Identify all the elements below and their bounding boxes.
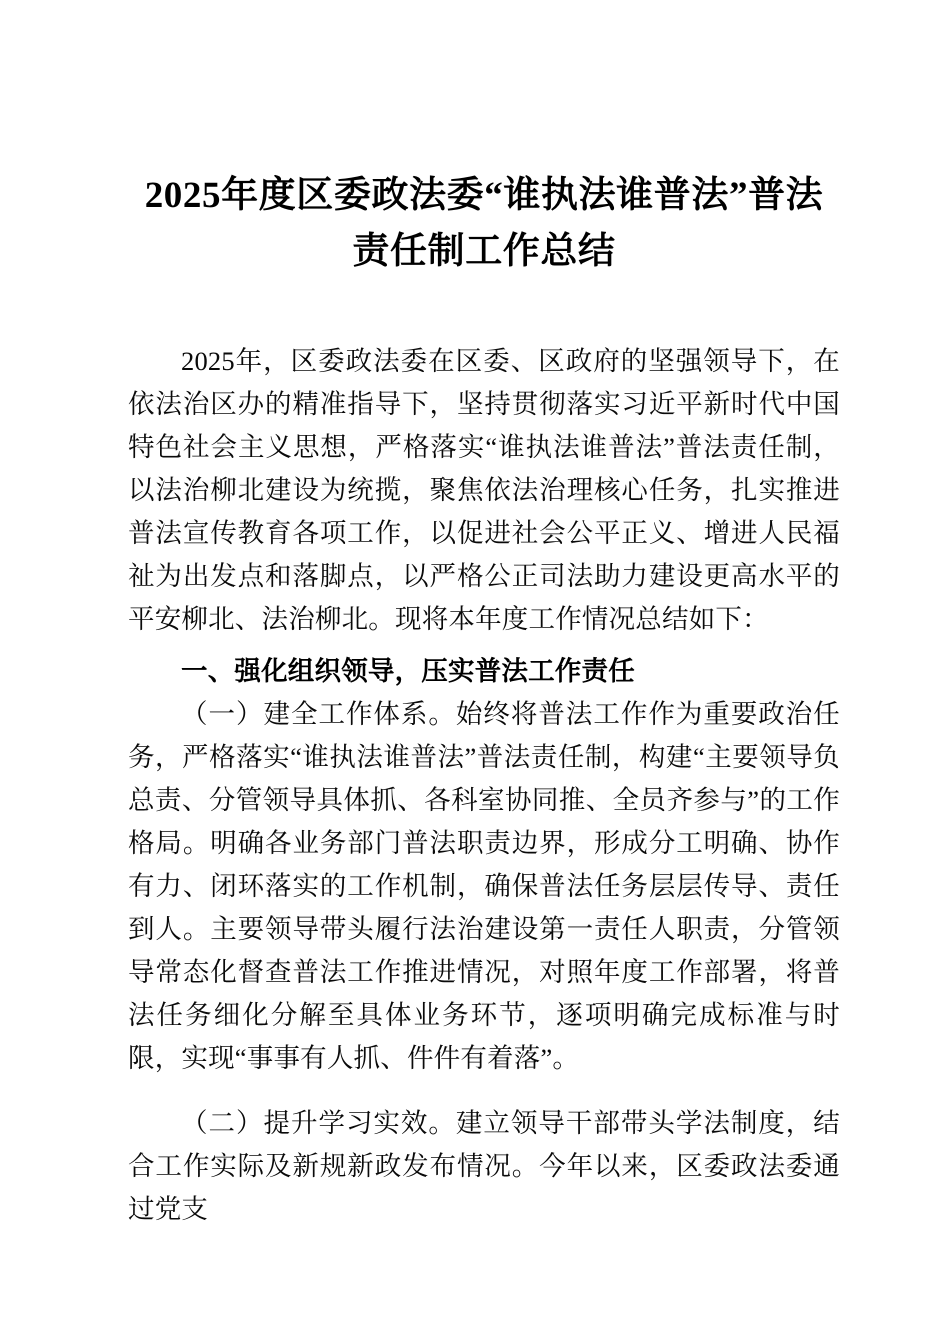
opening-paragraph: 2025年，区委政法委在区委、区政府的坚强领导下，在依法治区办的精准指导下，坚持贯彻落实习近平新时代中国特色社会主义思想，严格落实“谁执法谁普法”普法责任制，以法治柳北建设为统揽，聚焦依法治理核心任务，扎实推进普法宣传教育各项工作，以促进社会公平正义、增进人民福祉为出发点和落脚点，以严格公正司法助力建设更高水平的平安柳北、法治柳北。现将本年度工作情况总结如下： (128, 346, 840, 634)
section-1-item-2-paragraph: （二）提升学习实效。建立领导干部带头学法制度，结合工作实际及新规新政发布情况。今年以来，区委政法委通过党支 (128, 1108, 840, 1224)
document-body (128, 0, 840, 1231)
page-title (128, 0, 840, 280)
page-title-line-1: 2025年度区委政法委“谁执法谁普法”普法 (144, 175, 824, 216)
page-title-line-2: 责任制工作总结 (352, 231, 616, 272)
section-1-item-1-paragraph: （一）建全工作体系。始终将普法工作作为重要政治任务，严格落实“谁执法谁普法”普法责任制，构建“主要领导负总责、分管领导具体抓、各科室协同推、全员齐参与”的工作格局。明确各业务部门普法职责边界，形成分工明确、协作有力、闭环落实的工作机制，确保普法任务层层传导、责任到人。主要领导带头履行法治建设第一责任人职责，分管领导常态化督查普法工作推进情况，对照年度工作部署，将普法任务细化分解至具体业务环节，逐项明确完成标准与时限，实现“事事有人抓、件件有着落”。 (128, 699, 840, 1073)
section-heading-1: 一、强化组织领导，压实普法工作责任 (181, 656, 635, 686)
